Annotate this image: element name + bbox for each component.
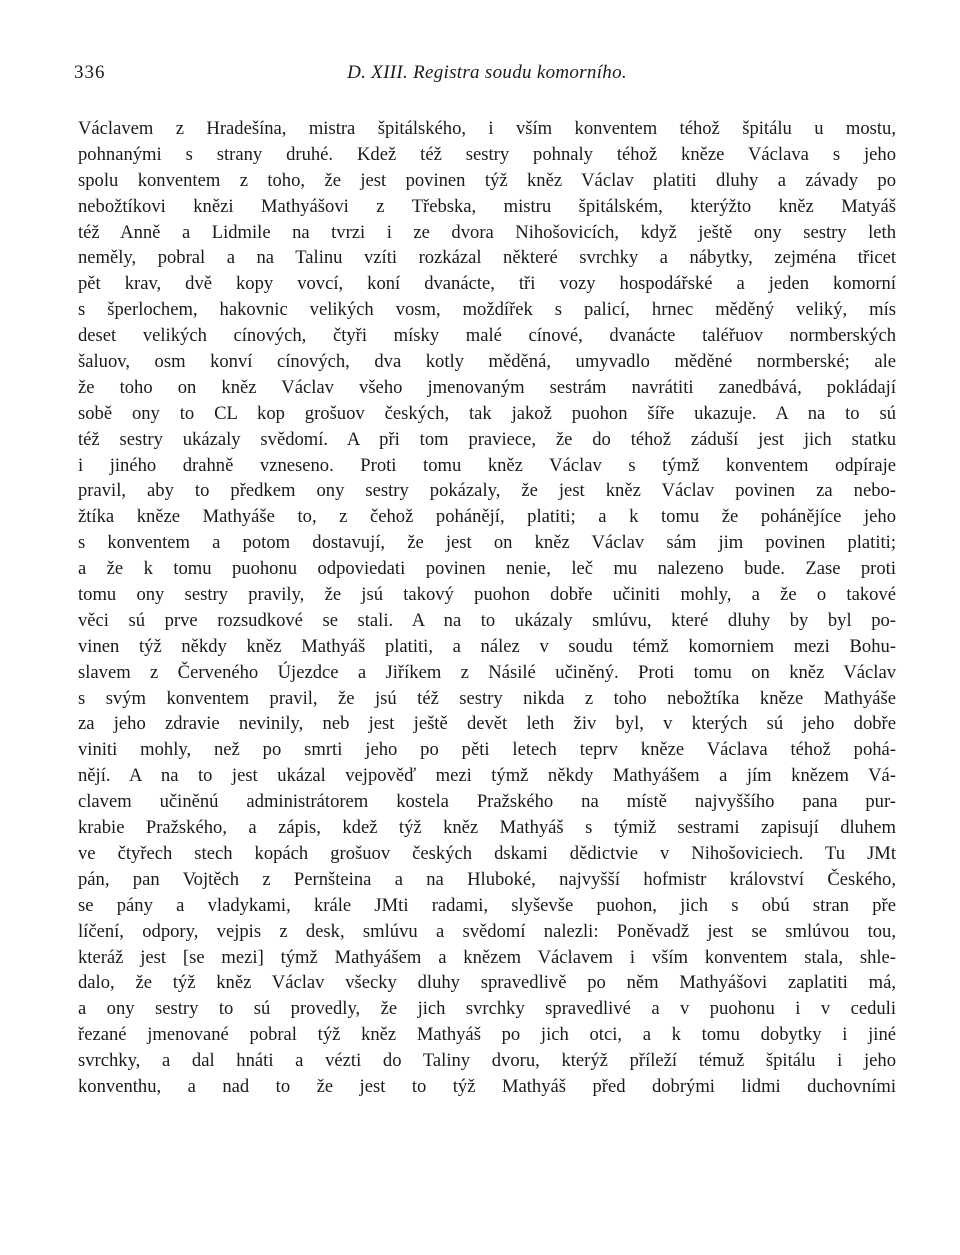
text-line: neměly, pobral a na Talinu vzíti rozkázal některé svrchky a nábytky, zejména třicet [78,247,896,269]
text-line: líčení, odpory, vejpis z desk, smlúvu a svědomí nalezli: Poněvadž jest se smlúvou tou, [78,920,896,942]
text-line: ve čtyřech stech kopách grošuov českých dskami dědictvie v Nihošoviciech. Tu JMt [78,842,896,864]
text-line: a ony sestry to sú provedly, že jich svrchky spravedlivé a v puohonu i v ceduli [78,998,896,1020]
text-line: clavem učiněnú administrátorem kostela Pražského na místě najvyššího pana pur- [78,791,896,813]
text-line: kteráž jest [se mezi] týmž Mathyášem a knězem Václavem i vším konventem stala, shle- [78,946,896,968]
text-line: pohnanými s strany druhé. Kdež též sestry pohnaly téhož kněze Václava s jeho [78,143,896,165]
text-line: s konventem a potom dostavují, že jest on kněz Václav sám jim povinen platiti; [78,532,896,554]
text-line: krabie Pražského, a zápis, kdež týž kněz Mathyáš s týmiž sestrami zapisují dluhem [78,817,896,839]
text-line: šaluov, osm konví cínových, dva kotly měděná, umyvadlo měděné normberské; ale [78,351,896,373]
text-line: že toho on kněz Václav všeho jmenovaným sestrám navrátiti zanedbává, pokládají [78,376,896,398]
text-line: nebožtíkovi knězi Mathyášovi z Třebska, mistru špitálském, kterýžto kněz Matyáš [78,195,896,217]
text-line: pravil, aby to předkem ony sestry pokázaly, že jest kněz Václav povinen za nebo- [78,480,896,502]
text-line: viniti mohly, než po smrti jeho po pěti letech teprv kněze Václava téhož pohá- [78,739,896,761]
text-line: řezané jmenované pobral týž kněz Mathyáš po jich otci, a k tomu dobytky i jiné [78,1024,896,1046]
text-line: s svým konventem pravil, že jsú též sestry nikda z toho nebožtíka kněze Mathyáše [78,687,896,709]
text-line: též Anně a Lidmile na tvrzi i ze dvora Nihošovicích, když ještě ony sestry leth [78,221,896,243]
text-line: a že k tomu puohonu odpoviedati povinen nenie, leč mu nalezeno bude. Zase proti [78,558,896,580]
text-line: věci sú prve rozsudkové se stali. A na to ukázaly smlúvu, které dluhy by byl po- [78,609,896,631]
page-header [74,62,896,96]
text-line: sobě ony to CL kop grošuov českých, tak jakož puohon šíře ukazuje. A na to sú [78,402,896,424]
text-line: svrchky, a dal hnáti a vézti do Taliny dvoru, kterýž příleží témuž špitálu i jeho [78,1050,896,1072]
text-line: pět krav, dvě kopy vovcí, koní dvanácte, tři vozy hospodářské a jeden komorní [78,273,896,295]
body-text [78,116,896,1100]
text-line: Václavem z Hradešína, mistra špitálského, i vším konventem téhož špitálu u mostu, [78,118,896,139]
text-line: spolu konventem z toho, že jest povinen týž kněz Václav platiti dluhy a závady po [78,169,896,191]
text-line: slavem z Červeného Újezdce a Jiříkem z Násilé učiněný. Proti tomu on kněz Václav [78,661,896,683]
text-line: pán, pan Vojtěch z Pernšteina a na Hluboké, najvyšší hofmistr království Českého, [78,868,896,890]
text-line: za jeho zdravie nevinily, neb jest ještě devět leth živ byl, v kterých sú jeho dobře [78,713,896,735]
text-line: se pány a vladykami, krále JMti radami, slyševše puohon, jich s obú stran pře [78,894,896,916]
text-line: tomu ony sestry pravily, že jsú takový puohon dobře učiniti mohly, a že o takové [78,584,896,606]
running-title: D. XIII. Registra soudu komorního. [347,62,627,83]
text-line: též sestry ukázaly svědomí. A při tom praviece, že do téhož záduší jest jich statku [78,428,896,450]
text-line: konventhu, a nad to že jest to týž Mathyáš před dobrými lidmi duchovními [78,1075,896,1097]
page-number: 336 [74,62,106,83]
text-line: deset velikých cínových, čtyři mísky malé cínové, dvanácte taléřuov normberských [78,325,896,347]
text-line: nějí. A na to jest ukázal vejpověď mezi týmž někdy Mathyášem a jím knězem Vá- [78,765,896,787]
text-line: žtíka kněze Mathyáše to, z čehož pohánějí, platiti; a k tomu že pohánějíce jeho [78,506,896,528]
text-line: i jiného drahně vzneseno. Proti tomu kněz Václav s týmž konventem odpíraje [78,454,896,476]
text-line: dalo, že týž kněz Václav všecky dluhy spravedlivě po něm Mathyášovi zaplatiti má, [78,972,896,994]
text-line: vinen týž někdy kněz Mathyáš platiti, a nález v soudu témž komorniem mezi Bohu- [78,635,896,657]
text-line: s šperlochem, hakovnic velikých vosm, moždířek s palicí, hrnec měděný veliký, mís [78,299,896,321]
document-page [74,62,896,1100]
